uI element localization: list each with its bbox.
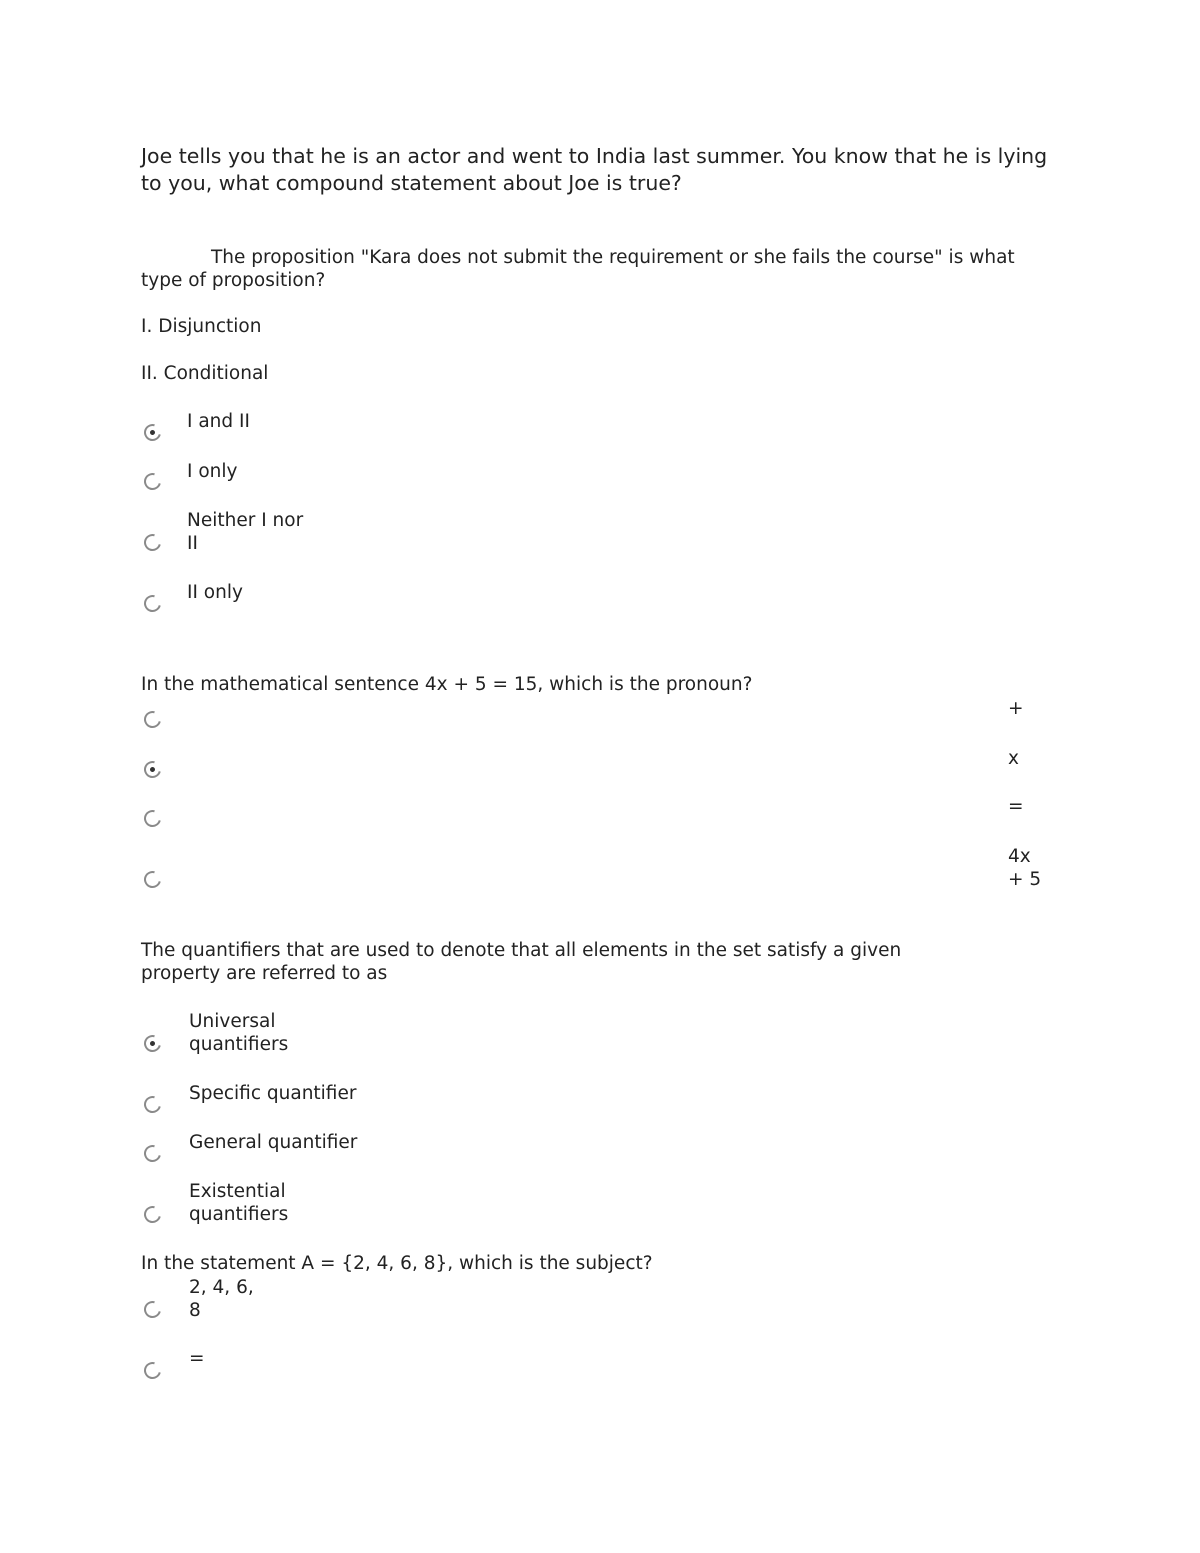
statement-2: II. Conditional (141, 363, 269, 384)
q3-option-2-radio[interactable] (141, 758, 164, 781)
q2-option-2-radio[interactable] (141, 470, 164, 493)
q3-option-1-label: + (1008, 698, 1024, 719)
q5-option-1-label-line1: 2, 4, 6, (189, 1277, 254, 1298)
question-5-text: In the statement A = {2, 4, 6, 8}, which is the subject? (141, 1253, 653, 1274)
question-2-text: The proposition "Kara does not submit the requirement or she fails the course" is what type of proposition? (141, 247, 1015, 291)
q2-option-1-label: I and II (187, 411, 250, 432)
question-4-text-line2: property are referred to as (141, 963, 388, 984)
q3-option-1-radio[interactable] (141, 708, 164, 731)
q5-option-1-radio[interactable] (141, 1298, 164, 1321)
q4-option-1-label-line2: quantifiers (189, 1034, 289, 1055)
q5-option-1-label-line2: 8 (189, 1300, 201, 1321)
q5-option-2-label: = (189, 1348, 205, 1369)
q4-option-3-radio[interactable] (141, 1142, 164, 1165)
q4-option-4-label-line1: Existential (189, 1181, 286, 1202)
q4-option-1-label-line1: Universal (189, 1011, 276, 1032)
q2-option-4-radio[interactable] (141, 592, 164, 615)
q5-option-2-radio[interactable] (141, 1359, 164, 1382)
q2-option-2-label: I only (187, 461, 238, 482)
q2-option-3-radio[interactable] (141, 531, 164, 554)
q4-option-2-label: Specific quantifier (189, 1083, 357, 1104)
q4-option-4-radio[interactable] (141, 1203, 164, 1226)
q3-option-4-radio[interactable] (141, 868, 164, 891)
q4-option-2-radio[interactable] (141, 1093, 164, 1116)
question-4-text-line1: The quantifiers that are used to denote that all elements in the set satisfy a given (141, 940, 902, 961)
question-3-text: In the mathematical sentence 4x + 5 = 15, which is the pronoun? (141, 674, 753, 695)
q2-option-1-radio[interactable] (141, 421, 164, 444)
q4-option-4-label-line2: quantifiers (189, 1204, 289, 1225)
q2-option-3-label-line1: Neither I nor (187, 510, 304, 531)
statement-1: I. Disjunction (141, 316, 262, 337)
q3-option-2-label: x (1008, 748, 1019, 769)
q4-option-3-label: General quantifier (189, 1132, 358, 1153)
q3-option-3-label: = (1008, 796, 1024, 817)
q3-option-3-radio[interactable] (141, 807, 164, 830)
q3-option-4-label-line2: + 5 (1008, 869, 1042, 890)
q2-option-4-label: II only (187, 582, 243, 603)
q4-option-1-radio[interactable] (141, 1032, 164, 1055)
q2-option-3-label-line2: II (187, 533, 198, 554)
question-1-text: Joe tells you that he is an actor and went to India last summer. You know that he is lying to you, what compound statement about Joe is true? (141, 144, 1048, 195)
q3-option-4-label-line1: 4x (1008, 846, 1031, 867)
